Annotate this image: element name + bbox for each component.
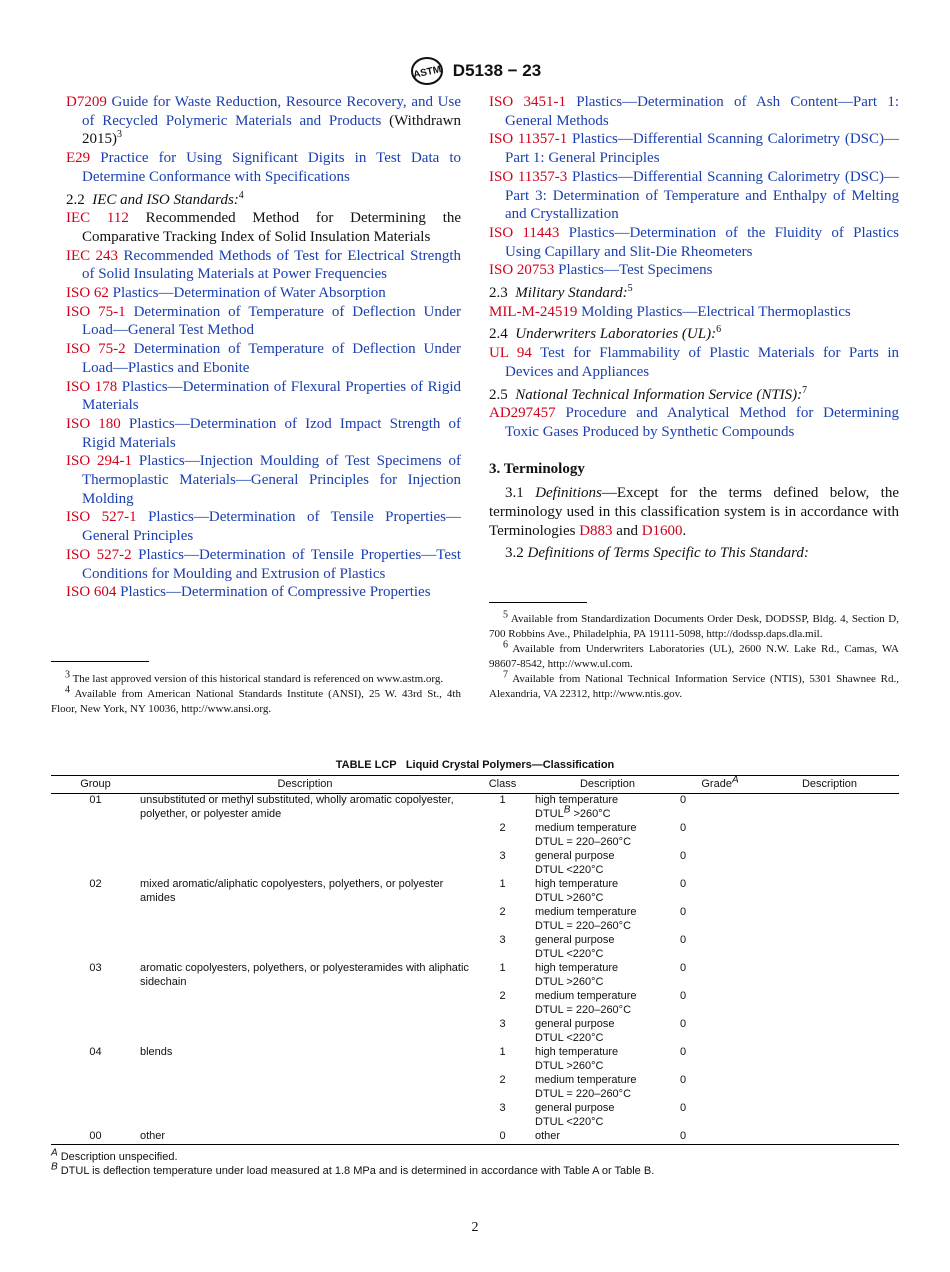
reference-code[interactable]: ISO 3451-1 — [489, 94, 566, 110]
header-description: Description — [140, 776, 470, 794]
cell-description — [140, 906, 470, 934]
cell-description: unsubstituted or methyl substituted, wholly aromatic copolyester, polyether, or polyester amide — [140, 794, 454, 820]
cell-class-description — [535, 934, 680, 962]
cell-grade: 0 — [680, 1102, 687, 1114]
footnote-marker: 3 — [117, 129, 122, 141]
class-label: high temperature — [535, 1046, 619, 1058]
reference-code[interactable]: ISO 20753 — [489, 262, 555, 279]
dtul-text: DTUL <220°C — [535, 863, 604, 876]
reference-item[interactable] — [66, 284, 461, 303]
dtul-text: DTUL >260°C — [535, 891, 604, 904]
cell-grade-description — [760, 1074, 899, 1102]
section-2-5: 2.5 National Technical Information Service (NTIS):$^7$ — [489, 384, 808, 403]
paragraph-3-2: 3.2 Definitions of Terms Specific to This Standard: — [505, 545, 809, 562]
cell-description — [140, 1102, 470, 1130]
reference-title: Recommended Method for Determining the Comparative Tracking Index of Solid Insulation Materials — [82, 210, 462, 245]
cell-grade-description — [760, 934, 899, 962]
footnote-number: 7 — [503, 669, 508, 681]
page-header — [0, 56, 950, 86]
cell-grade: 0 — [680, 1130, 760, 1145]
table-row — [51, 934, 899, 962]
reference-title: Guide for Waste Reduction, Resource Recovery, and Use of Recycled Polymeric Materials and Products — [82, 94, 462, 129]
reference-item[interactable] — [66, 546, 461, 583]
footnote-text: DTUL is deflection temperature under load measured at 1.8 MPa and is determined in accordance with Table A or Table B. — [57, 1164, 655, 1177]
cell-grade-description — [760, 1102, 899, 1130]
cell-group — [51, 934, 140, 962]
class-dtul — [535, 836, 680, 850]
cell-group — [51, 1018, 140, 1046]
cell-grade: 0 — [680, 1074, 687, 1086]
reference-title: Plastics—Determination of Ash Content—Part 1: General Methods — [505, 94, 899, 129]
cell-group — [51, 1074, 140, 1102]
reference-item[interactable] — [489, 130, 899, 167]
cell-group: 01 — [89, 794, 102, 806]
class-label: medium temperature — [535, 822, 637, 834]
class-label: high temperature — [535, 962, 619, 974]
cell-group — [51, 850, 140, 878]
cell-class: 1 — [499, 878, 506, 890]
cell-class: 2 — [499, 822, 506, 834]
footnote-number: 5 — [503, 609, 508, 621]
reference-ul[interactable]: UL 94 Test for Flammability of Plastic Materials for Parts in Devices and Appliances — [489, 345, 899, 380]
table-row — [51, 1018, 899, 1046]
class-label: general purpose — [535, 850, 615, 862]
cell-class-description — [535, 1130, 680, 1145]
cell-grade-description — [760, 962, 899, 990]
cell-class-description — [535, 1046, 680, 1074]
reference-title: Determination of Temperature of Deflection Under Load—General Test Method — [82, 303, 462, 339]
cell-grade-description — [760, 1046, 899, 1074]
reference-code[interactable]: IEC 112 — [66, 210, 129, 227]
footnote-text: Available from Underwriters Laboratories (UL), 2600 N.W. Lake Rd., Camas, WA 98607-8542, http://www.ul.com. — [489, 643, 899, 670]
cell-grade: 0 — [680, 1046, 687, 1058]
header-group: Group — [51, 776, 140, 794]
cell-class-description — [535, 906, 680, 934]
footnotes-right — [489, 609, 899, 702]
cell-class: 0 — [470, 1130, 535, 1145]
astm-logo-icon — [409, 56, 445, 86]
reference-item[interactable] — [66, 247, 461, 284]
cell-grade-description — [760, 822, 899, 850]
cell-class: 1 — [499, 962, 506, 974]
reference-item[interactable] — [489, 224, 899, 261]
reference-code[interactable]: ISO 527-2 — [66, 546, 132, 563]
cell-class: 2 — [499, 906, 506, 918]
cell-class-description — [535, 1102, 680, 1130]
cell-group — [51, 822, 140, 850]
footnote — [489, 669, 899, 702]
footnote-marker: B — [51, 1160, 58, 1172]
link-d1600[interactable]: D1600 — [641, 522, 683, 539]
reference-code[interactable]: ISO 11357-1 — [489, 131, 568, 148]
footnote-text: Available from Standardization Documents Order Desk, DODSSP, Bldg. 4, Section D, 700 Robbins Ave., Philadelphia, PA 19111-5098, http://dodssp.daps.dla.mil. — [489, 613, 899, 640]
cell-class-description — [535, 1018, 680, 1046]
table-row — [51, 1102, 899, 1130]
class-dtul — [535, 864, 680, 878]
cell-group: 03 — [89, 962, 102, 974]
footnote-text: Description unspecified. — [57, 1151, 178, 1163]
footnote-text: Available from National Technical Information Service (NTIS), 5301 Shawnee Rd., Alexandria, VA 22312, http://www.ntis.gov. — [489, 673, 899, 700]
dtul-text: DTUL = 220–260°C — [535, 919, 632, 932]
reference-title: Plastics—Injection Moulding of Test Specimens of Thermoplastic Materials—General Principles for Injection Molding — [82, 453, 461, 507]
reference-code[interactable]: D7209 — [66, 94, 107, 110]
reference-item[interactable] — [66, 209, 461, 246]
reference-item[interactable] — [66, 303, 461, 340]
reference-title: Plastics—Test Specimens — [558, 262, 713, 279]
class-label: medium temperature — [535, 990, 637, 1002]
reference-item[interactable] — [66, 415, 461, 452]
reference-title: Determination of Temperature of Deflection Under Load—Plastics and Ebonite — [82, 341, 462, 376]
class-dtul — [535, 1116, 680, 1130]
reference-item[interactable] — [66, 508, 461, 545]
cell-class-description — [535, 878, 680, 906]
dtul-text: DTUL >260°C — [535, 1059, 604, 1072]
reference-code[interactable]: E29 — [66, 150, 91, 167]
section-2-4: 2.4 Underwriters Laboratories (UL):$^6$ — [489, 324, 722, 343]
cell-description: blends — [140, 1046, 173, 1058]
cell-description: other — [140, 1130, 470, 1145]
footnote-number: 4 — [65, 684, 70, 696]
reference-ad[interactable]: AD297457 Procedure and Analytical Method for Determining Toxic Gases Produced by Synthetic Compounds — [489, 405, 899, 440]
cell-grade: 0 — [680, 906, 687, 918]
section-2-3: 2.3 Military Standard:$^5$ — [489, 283, 633, 302]
cell-description: aromatic copolyesters, polyethers, or polyesteramides with aliphatic sidechain — [140, 962, 469, 988]
table-footnote — [51, 1160, 655, 1179]
reference-title: Plastics—Differential Scanning Calorimetry (DSC)—Part 3: Determination of Temperature and Enthalpy of Melting and Crystallization — [505, 168, 900, 223]
reference-item[interactable] — [489, 168, 899, 224]
cell-grade-description — [760, 793, 899, 822]
cell-group: 02 — [89, 878, 102, 890]
footnote-text: Available from American National Standards Institute (ANSI), 25 W. 43rd St., 4th Floor, New York, NY 10036, http://www.ansi.org. — [51, 688, 461, 715]
reference-title: Recommended Methods of Test for Electrical Strength of Solid Insulating Materials at Power Frequencies — [82, 247, 461, 283]
dtul-text: DTUL = 220–260°C — [535, 835, 632, 848]
class-label: general purpose — [535, 1102, 615, 1114]
dtul-text: DTUL >260°C — [535, 975, 604, 988]
cell-grade: 0 — [680, 794, 687, 806]
cell-description — [140, 1018, 470, 1046]
dtul-text: DTUL = 220–260°C — [535, 1003, 632, 1016]
table-footnote — [51, 1147, 654, 1165]
table-row — [51, 1046, 899, 1074]
reference-item[interactable] — [66, 93, 461, 149]
footnote-number: 3 — [65, 669, 70, 681]
reference-title: Practice for Using Significant Digits in Test Data to Determine Conformance with Specifications — [82, 150, 461, 185]
reference-code[interactable]: ISO 75-1 — [66, 303, 126, 320]
cell-description — [140, 1074, 470, 1102]
dtul-text: DTUL <220°C — [535, 947, 604, 960]
cell-class-description — [535, 962, 680, 990]
classification-table — [51, 775, 899, 1145]
table-title: TABLE LCP Liquid Crystal Polymers—Classification — [335, 759, 615, 771]
page-number: 2 — [471, 1220, 479, 1235]
reference-item[interactable] — [66, 340, 461, 377]
cell-group — [51, 990, 140, 1018]
reference-title: Plastics—Determination of Flexural Properties of Rigid Materials — [82, 378, 461, 414]
reference-item[interactable] — [66, 378, 461, 415]
cell-grade-description — [760, 906, 899, 934]
section-2-2: 2.2 IEC and ISO Standards:$^4$ — [66, 189, 244, 208]
class-label: high temperature — [535, 878, 619, 890]
reference-item[interactable] — [66, 452, 461, 508]
table-row — [51, 793, 899, 822]
class-dtul — [535, 1060, 680, 1074]
footnote — [489, 609, 899, 642]
cell-grade-description — [760, 990, 899, 1018]
cell-description — [140, 990, 470, 1018]
reference-code[interactable]: ISO 75-2 — [66, 341, 126, 358]
reference-item[interactable] — [66, 149, 461, 186]
cell-class: 3 — [499, 1102, 506, 1114]
table-header-row — [51, 776, 899, 794]
table-row — [51, 878, 899, 906]
cell-class: 1 — [499, 1046, 506, 1058]
cell-group — [51, 906, 140, 934]
class-label: other — [535, 1130, 561, 1142]
reference-title: Plastics—Differential Scanning Calorimetry (DSC)—Part 1: General Principles — [505, 131, 900, 167]
cell-group: 04 — [89, 1046, 102, 1058]
right-column — [489, 93, 899, 563]
dtul-text: DTUL <220°C — [535, 1031, 604, 1044]
cell-class: 2 — [499, 990, 506, 1002]
cell-grade-description — [760, 1018, 899, 1046]
table-row — [51, 822, 899, 850]
footnote — [51, 684, 461, 717]
cell-group — [51, 1102, 140, 1130]
cell-grade-description — [760, 878, 899, 906]
reference-title: Plastics—Determination of Izod Impact Strength of Rigid Materials — [82, 415, 462, 451]
footnotes-left — [51, 669, 461, 717]
section-3-heading: 3. Terminology — [489, 460, 585, 477]
dtul-text: DTUL = 220–260°C — [535, 1087, 632, 1100]
cell-grade: 0 — [680, 962, 687, 974]
footnote — [489, 639, 899, 672]
reference-code[interactable]: ISO 527-1 — [66, 509, 137, 526]
cell-description — [140, 850, 470, 878]
cell-description: mixed aromatic/aliphatic copolyesters, polyethers, or polyester amides — [140, 878, 444, 904]
class-dtul — [535, 976, 680, 990]
header-grade: GradeA — [680, 776, 760, 794]
reference-title: Plastics—Determination of Water Absorption — [112, 285, 386, 302]
class-label: medium temperature — [535, 1074, 637, 1086]
reference-item[interactable] — [489, 261, 899, 280]
left-column — [66, 93, 461, 602]
dtul-value: >260°C — [570, 807, 611, 820]
table-row — [51, 1130, 899, 1145]
reference-code[interactable]: ISO 11357-3 — [489, 168, 568, 185]
reference-item[interactable] — [489, 93, 899, 130]
cell-class-description — [535, 793, 680, 822]
class-dtul — [535, 920, 680, 934]
cell-grade: 0 — [680, 878, 687, 890]
reference-code[interactable]: ISO 62 — [66, 285, 109, 302]
reference-code[interactable]: ISO 180 — [66, 415, 121, 432]
reference-title: Plastics—Determination of Compressive Properties — [120, 584, 431, 601]
cell-class-description — [535, 1074, 680, 1102]
table-row — [51, 962, 899, 990]
cell-grade-description — [760, 850, 899, 878]
cell-description — [140, 822, 470, 850]
cell-class: 3 — [499, 934, 506, 946]
class-label: general purpose — [535, 934, 615, 946]
dtul-text: DTUL — [535, 807, 564, 820]
cell-grade: 0 — [680, 850, 687, 862]
footnote-marker: B — [563, 803, 571, 815]
cell-group: 00 — [51, 1130, 140, 1145]
reference-title: Plastics—Determination of Tensile Properties—Test Conditions for Moulding and Extrusion of Plastics — [82, 546, 461, 582]
link-d883[interactable]: D883 — [579, 522, 613, 539]
table-row — [51, 990, 899, 1018]
class-dtul — [535, 1088, 680, 1102]
reference-code[interactable]: ISO 178 — [66, 378, 118, 395]
svg-text:ASTM: ASTM — [412, 64, 443, 81]
footnote-rule-left — [51, 661, 149, 662]
reference-title: Plastics—Determination of Tensile Properties—General Principles — [82, 509, 462, 545]
class-dtul — [535, 1004, 680, 1018]
footnote-rule-right — [489, 602, 587, 603]
header-class-description: Description — [535, 776, 680, 794]
dtul-text: DTUL <220°C — [535, 1115, 604, 1128]
document-id: D5138 − 23 — [452, 61, 542, 80]
footnote-marker: A — [51, 1147, 58, 1159]
paragraph-3-1: 3.1 Definitions—Except for the terms defined below, the terminology used in this classification system is in accordance with Terminologies D883 and D1600. — [489, 485, 899, 539]
reference-code[interactable]: ISO 294-1 — [66, 453, 133, 470]
cell-grade: 0 — [680, 990, 687, 1002]
reference-mil[interactable]: MIL-M-24519 Molding Plastics—Electrical Thermoplastics — [489, 303, 851, 320]
table-row — [51, 906, 899, 934]
cell-class: 3 — [499, 1018, 506, 1030]
reference-code[interactable]: ISO 11443 — [489, 224, 560, 241]
cell-grade: 0 — [680, 934, 687, 946]
cell-class: 1 — [499, 794, 506, 806]
footnote — [51, 669, 461, 687]
cell-class: 3 — [499, 850, 506, 862]
cell-description — [140, 934, 470, 962]
class-dtul — [535, 1032, 680, 1046]
cell-class: 2 — [499, 1074, 506, 1086]
class-dtul — [535, 948, 680, 962]
cell-grade: 0 — [680, 822, 687, 834]
class-label: general purpose — [535, 1018, 615, 1030]
footnote-number: 6 — [503, 639, 508, 651]
cell-grade-description — [760, 1130, 899, 1145]
table-row — [51, 850, 899, 878]
cell-grade: 0 — [680, 1018, 687, 1030]
reference-title: Plastics—Determination of the Fluidity of Plastics Using Capillary and Slit-Die Rheometers — [505, 224, 899, 260]
class-label: medium temperature — [535, 906, 637, 918]
reference-code[interactable]: ISO 604 — [66, 584, 117, 601]
cell-class-description — [535, 850, 680, 878]
table-footnotes — [51, 1147, 655, 1178]
cell-class-description — [535, 990, 680, 1018]
class-dtul — [535, 892, 680, 906]
class-dtul — [535, 803, 680, 822]
footnote-text: The last approved version of this historical standard is referenced on www.astm.org. — [72, 673, 444, 685]
reference-status: (Withdrawn 2015) — [82, 112, 461, 148]
class-label: high temperature — [535, 794, 619, 806]
header-grade-description: Description — [760, 776, 899, 794]
reference-code[interactable]: IEC 243 — [66, 247, 119, 264]
cell-class-description — [535, 822, 680, 850]
header-class: Class — [470, 776, 535, 794]
table-row — [51, 1074, 899, 1102]
reference-item[interactable] — [66, 583, 461, 602]
